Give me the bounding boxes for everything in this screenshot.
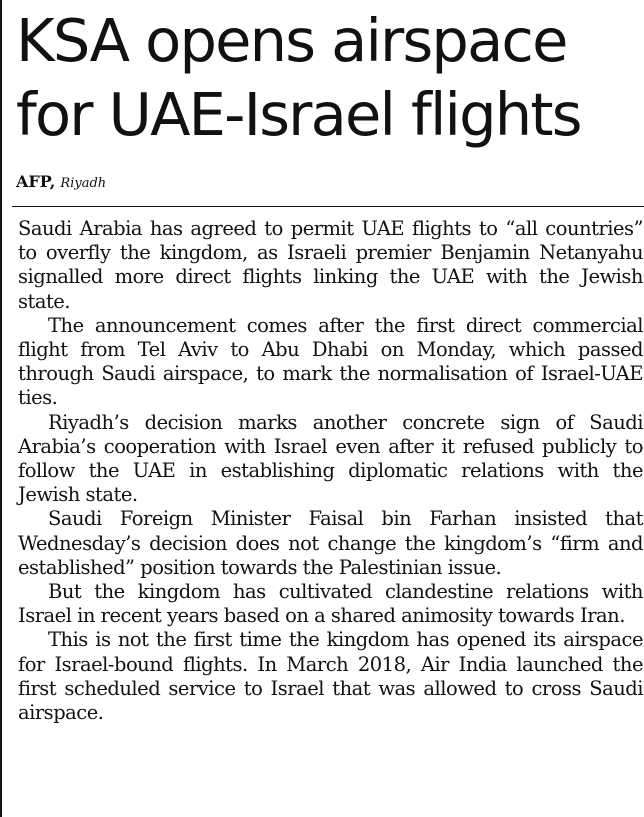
divider-rule — [12, 206, 644, 207]
article-paragraph: Saudi Foreign Minister Faisal bin Farhan insisted that Wednesday’s decision does not change the kingdom’s “firm and established” position towards the Palestinian issue. — [18, 507, 643, 579]
article-paragraph: Riyadh’s decision marks another concrete sign of Saudi Arabia’s cooperation with Israel even after it refused publicly to follow the UAE in establishing diplomatic relations with the Jewish state. — [18, 410, 643, 507]
headline-line-2: for UAE-Israel flights — [16, 80, 581, 149]
article-paragraph: Saudi Arabia has agreed to permit UAE flights to “all countries” to overfly the kingdom, as Israeli premier Benjamin Netanyahu signalled more direct flights linking the UAE with the Jewish state. — [18, 217, 643, 313]
article-paragraph: The announcement comes after the first direct commercial flight from Tel Aviv to Abu Dhabi on Monday, which passed through Saudi airspace, to mark the normalisation of Israel-UAE ties. — [18, 313, 643, 410]
byline — [16, 172, 106, 194]
article-body — [18, 217, 643, 725]
byline-place: Riyadh — [60, 176, 107, 191]
article-paragraph: This is not the first time the kingdom has opened its airspace for Israel-bound flights. In March 2018, Air India launched the first scheduled service to Israel that was allowed to cross Saudi airspace. — [18, 628, 643, 725]
byline-agency: AFP, — [16, 172, 56, 191]
headline — [16, 4, 641, 152]
headline-line-1: KSA opens airspace — [16, 6, 567, 75]
article-paragraph: But the kingdom has cultivated clandestine relations with Israel in recent years based on a shared animosity towards Iran. — [18, 580, 643, 628]
